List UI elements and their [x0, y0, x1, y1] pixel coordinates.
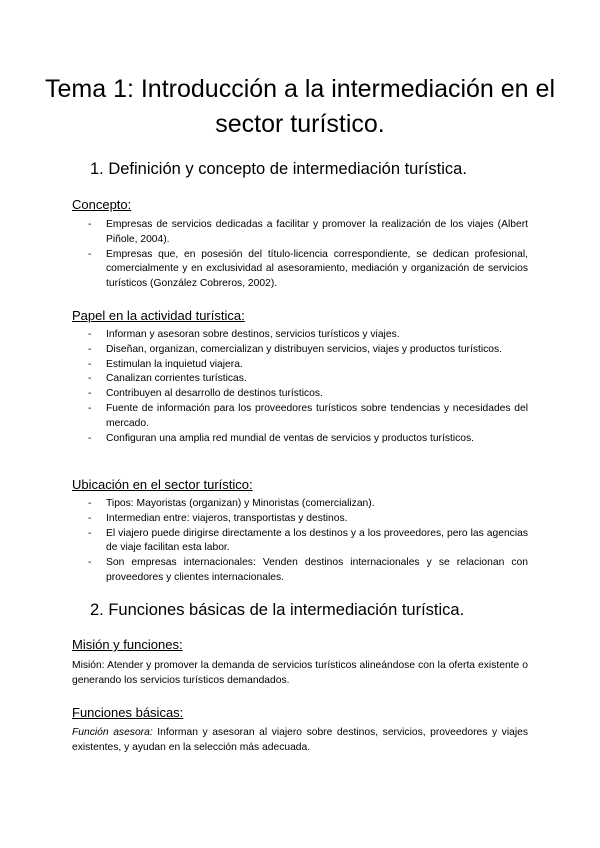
list-item: - El viajero puede dirigirse directamente a los destinos y a los proveedores, pero las agencias de viaje facilitan esta labor. — [88, 527, 528, 554]
list-item: - Fuente de información para los proveedores turísticos sobre tendencias y necesidades del mercado. — [88, 402, 528, 429]
list-item: - Informan y asesoran sobre destinos, servicios turísticos y viajes. — [72, 328, 528, 343]
dash-bullet: - — [88, 373, 92, 385]
concepto-list — [72, 218, 528, 292]
list-item: - Empresas que, en posesión del título-licencia correspondiente, se dedican profesional, comercialmente y en exclusividad al asesoramiento, mediación y organización de servicios turísticos (González Cobreros, 2002). — [88, 248, 528, 290]
dash-bullet: - — [88, 498, 92, 509]
dash-bullet: - — [88, 219, 92, 230]
dash-bullet: - — [88, 343, 92, 355]
list-item: - Diseñan, organizan, comercializan y distribuyen servicios, viajes y productos turísticos. — [72, 343, 528, 358]
dash-bullet: - — [88, 358, 92, 370]
dash-bullet: - — [88, 402, 92, 414]
dash-bullet: - — [88, 432, 92, 444]
list-item: - Son empresas internacionales: Venden destinos internacionales y se relacionan con proveedores y clientes internacionales. — [88, 557, 528, 583]
list-item: - Contribuyen al desarrollo de destinos turísticos. — [72, 387, 528, 402]
mision-text: Atender y promover la demanda de servicios turísticos alineándose con la oferta existente o generando los servicios turísticos demandados. — [72, 660, 528, 687]
mision-label: Misión: — [72, 660, 105, 671]
list-item: - Configuran una amplia red mundial de ventas de servicios y productos turísticos. — [72, 432, 528, 447]
list-item: - Tipos: Mayoristas (organizan) y Minoristas (comercializan). — [72, 497, 528, 512]
funcion-asesora-text: Informan y asesoran al viajero sobre destinos, servicios, proveedores y viajes existentes, y ayudan en la selección más adecuada. — [72, 727, 528, 754]
papel-heading: Papel en la actividad turística: — [72, 308, 245, 323]
dash-bullet: - — [88, 527, 92, 539]
dash-bullet: - — [88, 388, 92, 400]
ubicacion-list — [72, 497, 528, 586]
concepto-heading: Concepto: — [72, 197, 132, 212]
list-item: - Estimulan la inquietud viajera. — [72, 358, 528, 373]
dash-bullet: - — [88, 248, 92, 260]
section-1-heading: 1. Definición y concepto de intermediación turística. — [90, 160, 467, 178]
dash-bullet: - — [88, 329, 92, 340]
funciones-heading: Funciones básicas: — [72, 705, 184, 720]
funciones-paragraph — [72, 725, 528, 755]
list-item: - Canalizan corrientes turísticas. — [72, 372, 528, 387]
dash-bullet: - — [88, 557, 92, 569]
dash-bullet: - — [88, 512, 92, 524]
document-title: Tema 1: Introducción a la intermediación en el sector turístico. — [44, 75, 555, 138]
mision-heading: Misión y funciones: — [72, 637, 183, 652]
section-2-heading: 2. Funciones básicas de la intermediación turística. — [90, 601, 465, 619]
ubicacion-heading: Ubicación en el sector turístico: — [72, 477, 253, 492]
mision-paragraph — [72, 658, 528, 688]
list-item: - Empresas de servicios dedicadas a facilitar y promover la realización de los viajes (Albert Piñole, 2004). — [88, 219, 528, 245]
funcion-asesora-label: Función asesora: — [72, 727, 153, 738]
list-item: - Intermedian entre: viajeros, transportistas y destinos. — [72, 512, 528, 527]
papel-list — [72, 328, 528, 446]
